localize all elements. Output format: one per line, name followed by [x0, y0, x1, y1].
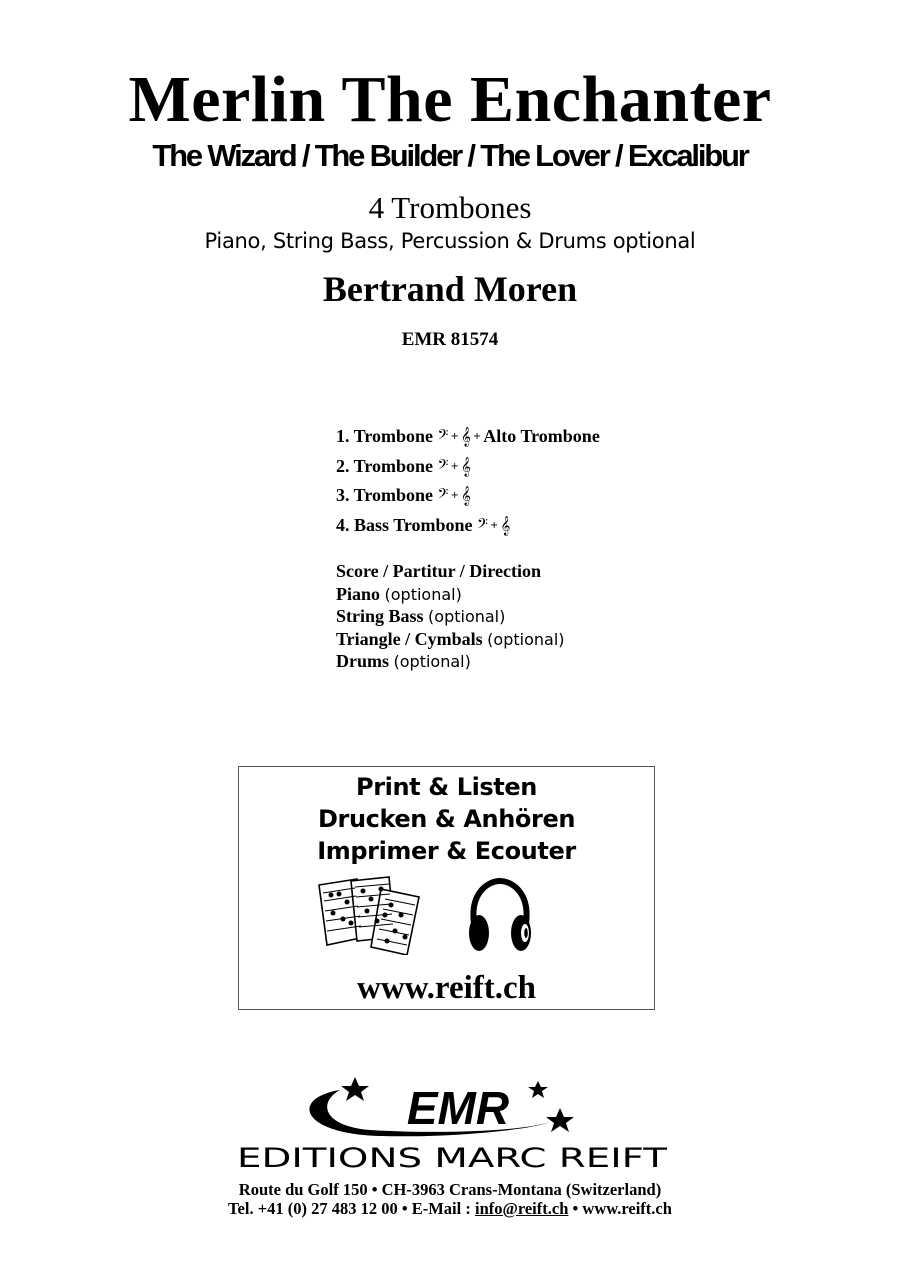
part-label: 4. Bass Trombone [336, 514, 473, 535]
treble-clef-icon: 𝄞 [460, 456, 471, 477]
promo-line-de: Drucken & Anhören [317, 805, 576, 833]
score-subtitle: The Wizard / The Builder / The Lover / Excalibur [152, 138, 748, 173]
promo-line-fr: Imprimer & Ecouter [317, 837, 576, 865]
part-item [336, 483, 600, 513]
logo-text: EMR [406, 1082, 510, 1134]
part-item [336, 424, 600, 454]
emr-logo-graphic [230, 1072, 680, 1172]
extra-item [336, 628, 565, 651]
bass-clef-icon: 𝄢 [437, 486, 449, 506]
extras-list [336, 560, 565, 673]
extra-name: Piano [336, 583, 381, 604]
publisher-address: Route du Golf 150 • CH-3963 Crans-Montana (Switzerland) [238, 1180, 662, 1199]
clef-icons [438, 457, 471, 477]
part-item [336, 454, 600, 484]
part-label: 3. Trombone [336, 485, 434, 505]
bass-clef-icon: 𝄢 [437, 456, 449, 477]
score-title: Merlin The Enchanter [128, 63, 772, 136]
part-item [336, 513, 600, 543]
part-label: 1. Trombone [336, 426, 434, 446]
part-label: 2. Trombone [336, 455, 434, 476]
plus-sign: + [450, 431, 459, 442]
clef-icons [477, 516, 510, 536]
plus-sign: + [472, 431, 482, 442]
plus-sign: + [489, 519, 499, 531]
extra-note: (optional) [384, 584, 462, 604]
email-link[interactable]: info@reift.ch [474, 1199, 569, 1218]
extra-item [336, 583, 565, 606]
extra-note: (optional) [428, 607, 506, 627]
optional-instruments: Piano, String Bass, Percussion & Drums optional [204, 229, 696, 253]
extra-item [336, 560, 565, 583]
extra-note: (optional) [393, 652, 471, 672]
emr-logo [230, 1072, 680, 1177]
sheet-music-icon [311, 875, 426, 955]
extra-name: String Bass [336, 606, 424, 627]
catalog-number: EMR 81574 [401, 329, 499, 350]
plus-sign: + [450, 490, 459, 501]
clef-icons [438, 486, 471, 506]
promo-website[interactable]: www.reift.ch [356, 970, 537, 1006]
bass-clef-icon: 𝄢 [437, 427, 449, 447]
composer: Bertrand Moren [322, 269, 578, 309]
treble-clef-icon: 𝄞 [500, 515, 511, 536]
clef-icons [438, 427, 484, 447]
print-listen-box [238, 766, 655, 1010]
contact-tel: Tel. +41 (0) 27 483 12 00 • E-Mail : [228, 1199, 475, 1218]
extra-item [336, 650, 565, 673]
instrumentation: 4 Trombones [368, 190, 532, 225]
treble-clef-icon: 𝄞 [460, 427, 471, 447]
headphones-icon [464, 877, 536, 957]
treble-clef-icon: 𝄞 [460, 486, 471, 506]
extra-name: Drums [336, 651, 389, 672]
plus-sign: + [450, 460, 459, 472]
publisher-name: EDITIONS MARC REIFT [237, 1143, 668, 1172]
extra-note: (optional) [487, 629, 565, 649]
publisher-contact [0, 1199, 900, 1219]
bass-clef-icon: 𝄢 [477, 515, 488, 536]
extra-name: Triangle / Cymbals [336, 628, 483, 649]
promo-line-en: Print & Listen [356, 773, 537, 801]
part-suffix: Alto Trombone [483, 426, 600, 446]
contact-web[interactable]: • www.reift.ch [568, 1199, 672, 1218]
parts-list [336, 424, 600, 542]
extra-name: Score / Partitur / Direction [336, 561, 541, 581]
extra-item [336, 605, 565, 628]
